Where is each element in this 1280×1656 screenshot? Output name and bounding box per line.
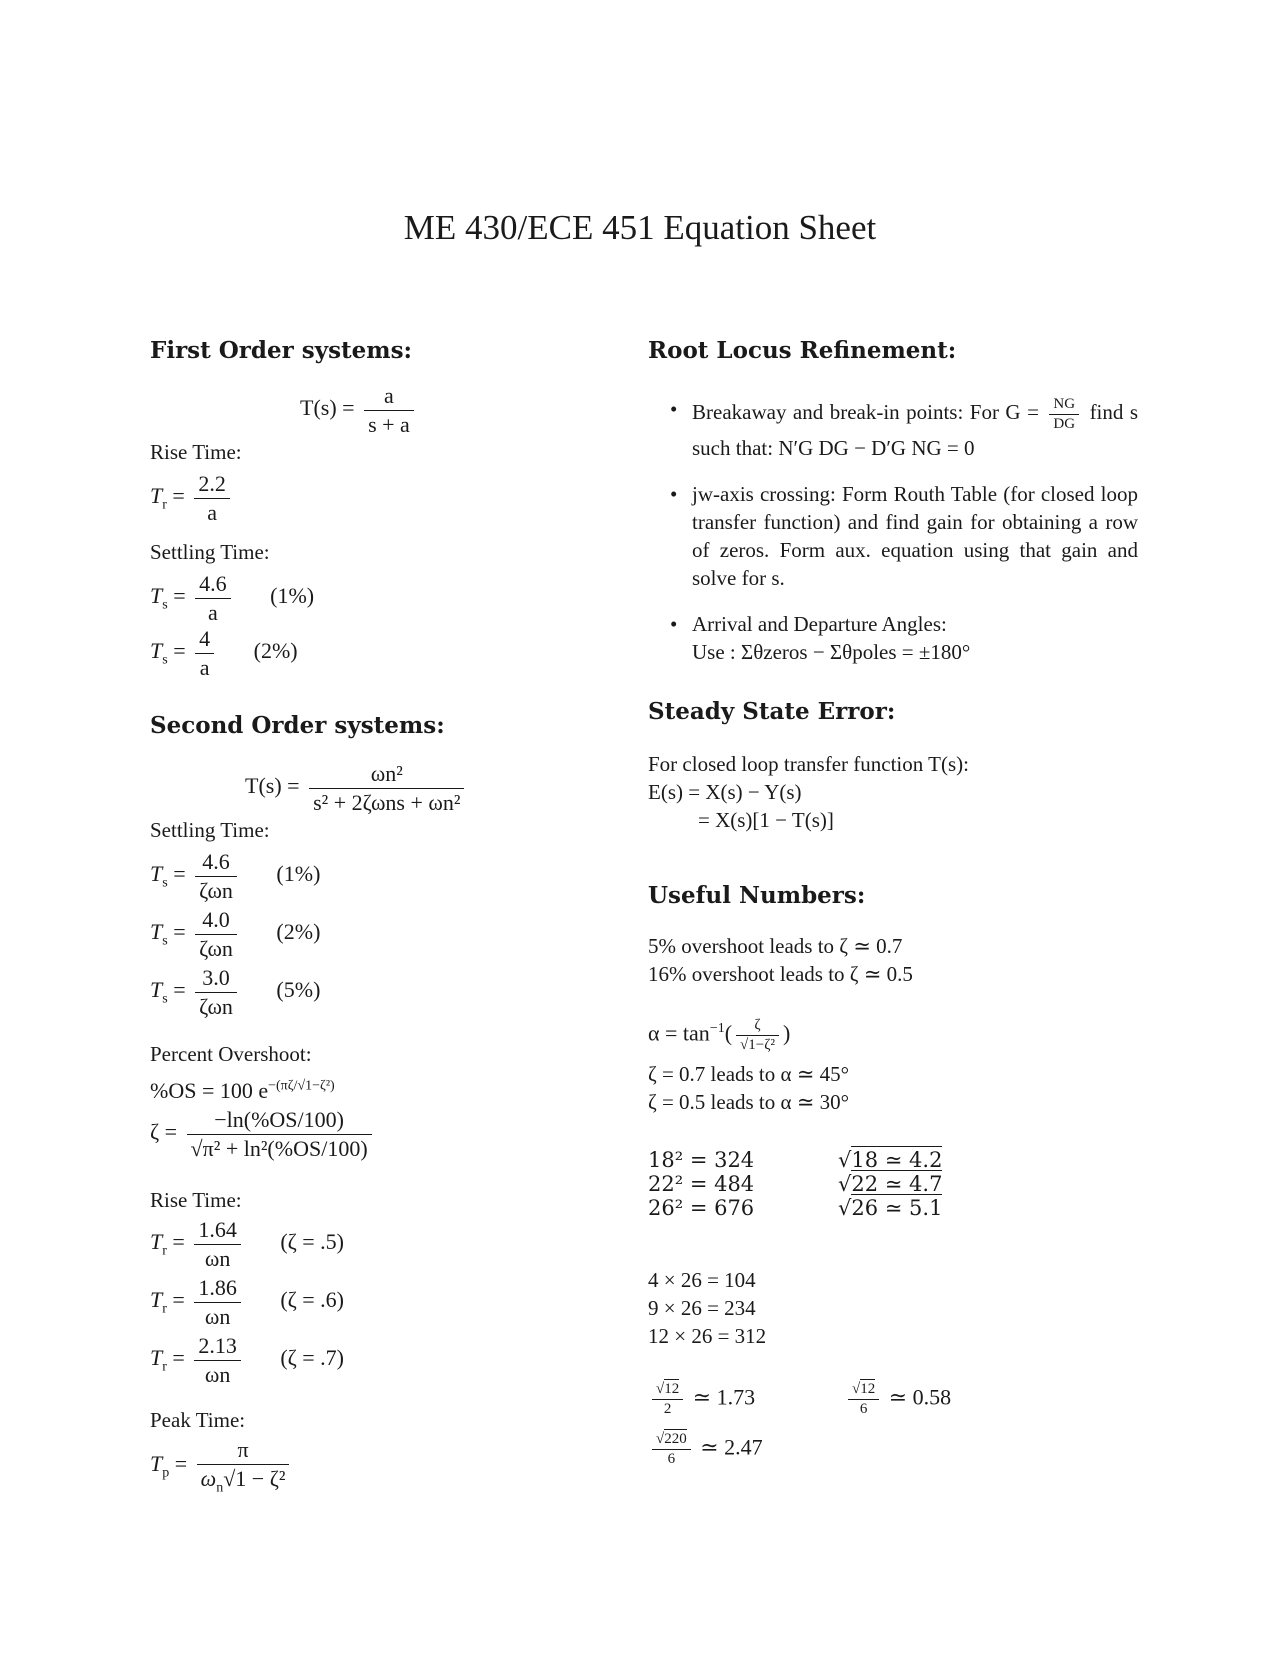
useful-numbers-heading: Useful Numbers:: [648, 882, 866, 909]
product-value: 9 × 26 = 234: [648, 1296, 756, 1320]
overshoot-facts: [648, 932, 913, 988]
root-locus-item-angles: [648, 610, 1138, 666]
ts-condition: (5%): [276, 977, 321, 1003]
zeta-alpha-2: ζ = 0.5 leads to α ≃ 30°: [648, 1090, 850, 1114]
frac2-value: ≃ 0.58: [888, 1384, 952, 1410]
ng-dg-fraction: [1049, 395, 1079, 434]
first-order-heading: First Order systems:: [150, 337, 413, 364]
rise-time-eq: $T_r$ = $\frac{2.2}{a}$: [150, 470, 234, 526]
fraction-root-2: $\frac{√12}{6}$ ≃ 0.58: [844, 1380, 951, 1419]
products-list: [648, 1266, 766, 1350]
rise2-eq-3: $T_r$ = $\frac{2.13}{\omega n}$ (ζ = .7): [150, 1333, 345, 1387]
dg-denominator: DG: [1053, 415, 1076, 432]
overshoot-fact-2: 16% overshoot leads to ζ ≃ 0.5: [648, 962, 913, 986]
root-value: 26 ≃ 5.1: [851, 1196, 943, 1220]
tf-fraction: [364, 382, 414, 438]
rise-denominator: a: [207, 499, 217, 525]
breakaway-text: Breakaway and break-in points: For G =: [692, 400, 1039, 425]
rise-time-label-2: Rise Time:: [150, 1188, 242, 1212]
steady-state-line-3: = X(s)[1 − T(s)]: [698, 808, 834, 832]
frac3-value: ≃ 2.47: [700, 1434, 763, 1460]
settling-eq-2: $T_s$ = $\frac{4}{a}$ (2%): [150, 626, 298, 680]
alpha-power: −1: [709, 1020, 725, 1036]
tf-lhs: T(s) =: [300, 395, 355, 421]
square-value: 22² = 484: [648, 1172, 755, 1196]
frac1-numerator: 12: [664, 1381, 680, 1397]
tr-numerator: 2.13: [194, 1332, 241, 1361]
percent-overshoot-label: Percent Overshoot:: [150, 1042, 312, 1066]
tf-numerator: a: [364, 382, 414, 411]
tf-denominator: s + a: [368, 411, 410, 437]
os-exponent: −(πζ/√1−ζ²): [268, 1078, 335, 1094]
tr-denominator: ωn: [204, 1361, 231, 1387]
ts2-denominator: a: [199, 654, 210, 680]
zeta-denominator: π² + ln²(%OS/100): [202, 1135, 368, 1161]
os-base: %OS = 100 e: [150, 1078, 269, 1103]
frac1-value: ≃ 1.73: [692, 1384, 756, 1410]
tr-denominator: ωn: [204, 1303, 231, 1329]
fraction-root-1: $\frac{√12}{2}$ ≃ 1.73: [648, 1380, 755, 1419]
tr-denominator: ωn: [204, 1245, 231, 1271]
ng-numerator: NG: [1049, 395, 1079, 415]
tf2-denominator: s² + 2ζωns + ωn²: [313, 789, 461, 815]
rise-numerator: 2.2: [194, 470, 230, 499]
ts-denominator: ζωn: [199, 993, 233, 1019]
ts-condition: (1%): [276, 861, 321, 887]
rise2-eq-2: $T_r$ = $\frac{1.86}{\omega n}$ (ζ = .6): [150, 1275, 345, 1329]
ts-numerator: 4.6: [195, 848, 237, 877]
page-title: ME 430/ECE 451 Equation Sheet: [403, 208, 877, 247]
zeta-numerator: −ln(%OS/100): [187, 1106, 372, 1135]
rise2-eq-1: $T_r$ = $\frac{1.64}{\omega n}$ (ζ = .5): [150, 1217, 345, 1271]
square-value: 18² = 324: [648, 1148, 755, 1172]
angles-equation: Use : Σθzeros − Σθpoles = ±180°: [692, 639, 971, 664]
tr-numerator: 1.64: [194, 1216, 241, 1245]
steady-state-block: [648, 750, 969, 834]
tr-condition: (ζ = .5): [280, 1229, 345, 1255]
frac1-denominator: 2: [663, 1400, 672, 1417]
tr-condition: (ζ = .7): [280, 1345, 345, 1371]
overshoot-eq: [150, 1078, 335, 1104]
second-order-heading: Second Order systems:: [150, 712, 445, 739]
ts-numerator: 4.0: [195, 906, 237, 935]
settling2-eq-1: $T_s$ = $\frac{4.6}{\text{ζωn}}$ (1%): [150, 849, 321, 903]
frac2-numerator: 12: [860, 1381, 876, 1397]
frac2-denominator: 6: [859, 1400, 868, 1417]
settling2-eq-3: $T_s$ = $\frac{3.0}{\text{ζωn}}$ (5%): [150, 965, 321, 1019]
tr-numerator: 1.86: [194, 1274, 241, 1303]
ts-denominator: ζωn: [199, 877, 233, 903]
steady-state-heading: Steady State Error:: [648, 698, 896, 725]
zeta-alpha-facts: [648, 1060, 849, 1116]
ts1-denominator: a: [207, 599, 218, 625]
frac3-denominator: 6: [667, 1450, 676, 1467]
second-order-tf: [245, 760, 468, 816]
ts1-numerator: 4.6: [195, 570, 231, 599]
alpha-numerator: ζ: [736, 1016, 779, 1036]
peak-time-eq: $T_p$ = $\frac{\pi}{\omega_n√1 - \zeta^2}$: [150, 1436, 293, 1496]
zeta-eq: ζ = $\frac{-\ln(\%OS/100)}{\text{√π² + ln²(\%OS/100)}}$: [150, 1106, 376, 1162]
steady-state-line-1: For closed loop transfer function T(s):: [648, 752, 969, 776]
root-locus-heading: Root Locus Refinement:: [648, 337, 957, 364]
tf2-lhs: T(s) =: [245, 773, 300, 799]
root-locus-item-jw-axis: • jw-axis crossing: Form Routh Table (for closed loop transfer function) and find gain for obtaining a row of zeros. Form aux. equation using that gain and solve for s.: [648, 480, 1138, 592]
zeta-alpha-1: ζ = 0.7 leads to α ≃ 45°: [648, 1062, 850, 1086]
fraction-root-3: $\frac{√220}{6}$ ≃ 2.47: [648, 1430, 763, 1469]
settling-time-label: Settling Time:: [150, 540, 270, 564]
angles-title: • Arrival and Departure Angles:: [692, 611, 947, 636]
ts1-condition: (1%): [270, 583, 315, 609]
rise-time-label: Rise Time:: [150, 440, 242, 464]
root-locus-item-breakaway: [648, 395, 1138, 462]
ts-numerator: 3.0: [195, 964, 237, 993]
root-value: 18 ≃ 4.2: [851, 1148, 943, 1172]
product-value: 4 × 26 = 104: [648, 1268, 756, 1292]
squares-roots-table: 18² = 324 √18 ≃ 4.2 22² = 484 √22 ≃ 4.7 26² = 676 √26 ≃ 5.1: [648, 1148, 943, 1220]
settling2-eq-2: $T_s$ = $\frac{4.0}{\text{ζωn}}$ (2%): [150, 907, 321, 961]
settling-time-label-2: Settling Time:: [150, 818, 270, 842]
tp-numerator: π: [197, 1436, 290, 1465]
steady-state-line-2: E(s) = X(s) − Y(s): [648, 780, 802, 804]
alpha-eq: $\alpha = \tan^{-1}$( $\frac{\zeta}{\text{√1−ζ²}}$ ): [648, 1017, 791, 1053]
square-value: 26² = 676: [648, 1196, 755, 1220]
first-order-tf: [300, 382, 418, 438]
frac3-numerator: 220: [664, 1431, 687, 1447]
tr-condition: (ζ = .6): [280, 1287, 345, 1313]
tf2-numerator: ωn²: [309, 760, 464, 789]
rise-fraction: [194, 470, 230, 526]
peak-time-label: Peak Time:: [150, 1408, 246, 1432]
ts2-condition: (2%): [253, 638, 298, 664]
alpha-denominator: 1−ζ²: [748, 1036, 775, 1053]
settling-eq-1: $T_s$ = $\frac{4.6}{a}$ (1%): [150, 571, 315, 625]
root-locus-list: [648, 395, 1138, 684]
overshoot-fact-1: 5% overshoot leads to ζ ≃ 0.7: [648, 934, 903, 958]
ts-denominator: ζωn: [199, 935, 233, 961]
ts-condition: (2%): [276, 919, 321, 945]
alpha-lhs: α = tan: [648, 1020, 710, 1046]
tp-denominator: 1 − ζ²: [235, 1465, 286, 1491]
breakaway-condition: find s such that: N′G DG − D′G NG = 0: [692, 400, 1139, 460]
root-value: 22 ≃ 4.7: [851, 1172, 943, 1196]
ts2-numerator: 4: [195, 625, 214, 654]
product-value: 12 × 26 = 312: [648, 1324, 767, 1348]
